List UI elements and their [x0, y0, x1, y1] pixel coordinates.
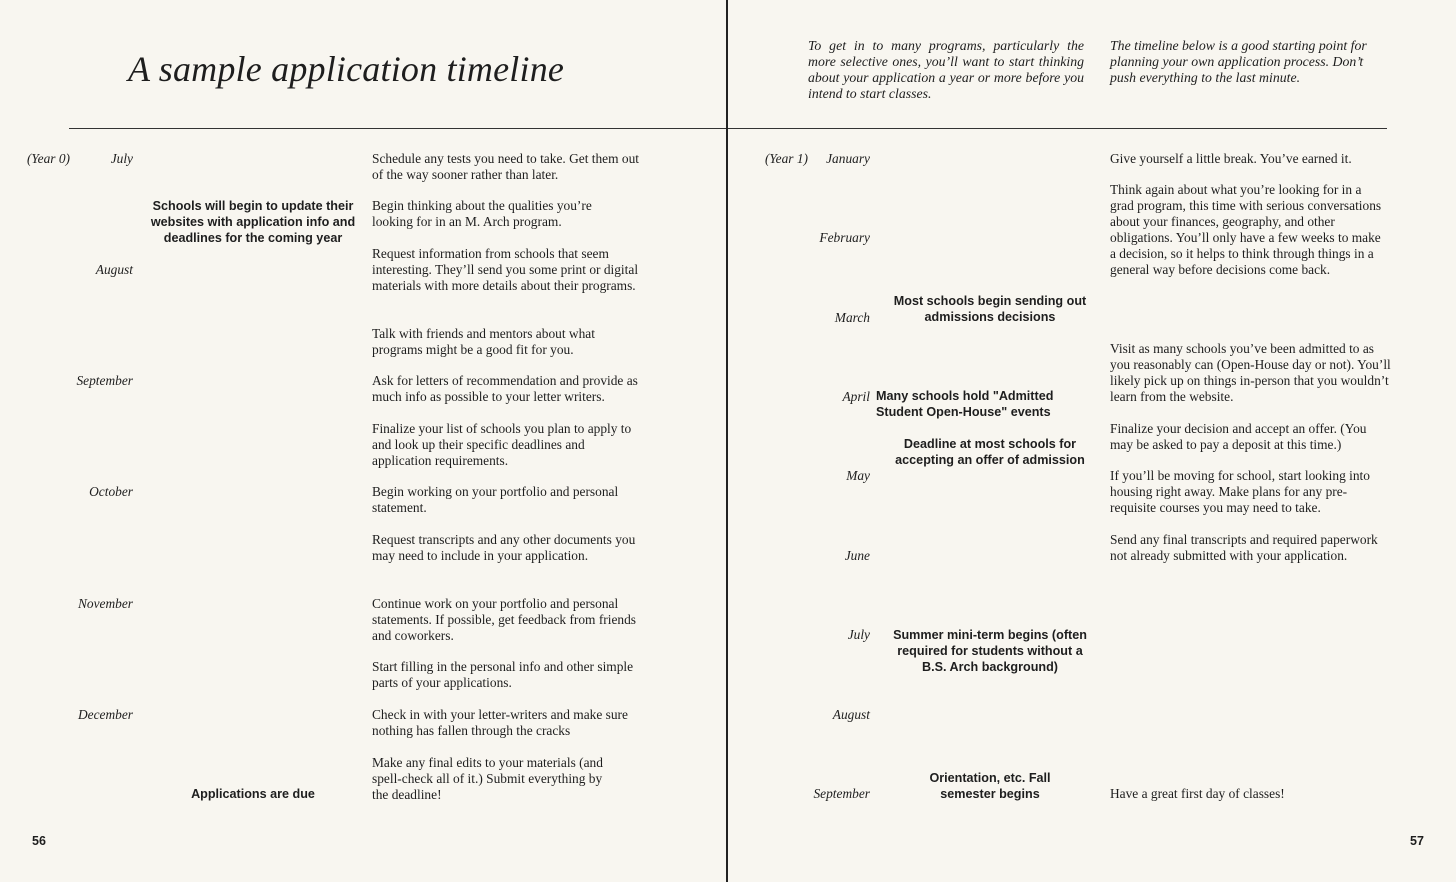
- milestone: Most schools begin sending out admissions decisions: [893, 294, 1087, 324]
- month-label: December: [77, 707, 133, 722]
- page-title: A sample application timeline: [128, 49, 565, 89]
- task: Continue work on your portfolio and personal statements. If possible, get feedback from friends and coworkers.: [372, 596, 637, 643]
- month-label: August: [832, 707, 870, 722]
- month-label: June: [844, 548, 870, 563]
- task: Make any final edits to your materials (and spell-check all of it.) Submit everything by the deadline!: [372, 755, 603, 802]
- page-number-left: 56: [32, 834, 46, 848]
- task: Request information from schools that seem interesting. They’ll send you some print or digital materials with more details about their programs.: [372, 246, 639, 293]
- month-label: July: [847, 627, 870, 642]
- task: Finalize your list of schools you plan to apply to and look up their specific deadlines and application requirements.: [372, 421, 632, 468]
- milestone: Summer mini-term begins (often required for students without a B.S. Arch background): [893, 628, 1087, 674]
- month-label: February: [819, 230, 870, 245]
- month-label: August: [95, 262, 133, 277]
- month-label: September: [76, 373, 133, 388]
- task: Visit as many schools you’ve been admitted to as you reasonably can (Open-House day or not). You’ll likely pick up on things in-person that you wouldn’t learn from the website.: [1110, 341, 1391, 404]
- task: Request transcripts and any other documents you may need to include in your application.: [372, 532, 636, 563]
- task: Schedule any tests you need to take. Get them out of the way sooner rather than later.: [372, 151, 640, 182]
- page-number-right: 57: [1410, 834, 1424, 848]
- year-label: (Year 1): [764, 151, 808, 166]
- book-spine: [726, 0, 728, 882]
- task: Ask for letters of recommendation and provide as much info as possible to your letter writers.: [372, 373, 638, 404]
- intro-right: The timeline below is a good starting point for planning your own application process. Don’t push everything to the last minute.: [1110, 38, 1367, 85]
- milestone: Many schools hold "Admitted Student Open-House" events: [876, 389, 1054, 419]
- milestone: Schools will begin to update their websites with application info and deadlines for the coming year: [150, 199, 356, 245]
- task: Begin thinking about the qualities you’re looking for in an M. Arch program.: [372, 198, 592, 229]
- milestone: Applications are due: [191, 787, 315, 801]
- month-label: July: [110, 151, 133, 166]
- divider-left: [69, 128, 726, 129]
- year-label: (Year 0): [26, 151, 70, 166]
- task: Have a great first day of classes!: [1110, 786, 1285, 801]
- month-label: January: [826, 151, 870, 166]
- month-label: October: [89, 484, 133, 499]
- task: Talk with friends and mentors about what programs might be a good fit for you.: [372, 326, 595, 357]
- month-label: April: [842, 389, 870, 404]
- task: Send any final transcripts and required paperwork not already submitted with your application.: [1110, 532, 1378, 563]
- month-label: November: [77, 596, 133, 611]
- task: If you’ll be moving for school, start looking into housing right away. Make plans for any pre-requisite courses you may need to take.: [1110, 468, 1370, 515]
- task: Think again about what you’re looking for in a grad program, this time with serious conversations about your finances, geography, and other obligations. You’ll only have a few weeks to make a decision, so it helps to think through things in a general way before decisions come back.: [1110, 182, 1382, 277]
- divider-right: [728, 128, 1387, 129]
- task: Start filling in the personal info and other simple parts of your applications.: [372, 659, 634, 690]
- month-label: September: [813, 786, 870, 801]
- milestone: Orientation, etc. Fall semester begins: [929, 771, 1051, 801]
- month-label: May: [846, 468, 870, 483]
- month-label: March: [834, 310, 870, 325]
- intro-left: To get in to many programs, particularly the more selective ones, you’ll want to start thinking about your application a year or more before you intend to start classes.: [808, 38, 1084, 101]
- milestone: Deadline at most schools for accepting an offer of admission: [895, 437, 1085, 467]
- task: Check in with your letter-writers and make sure nothing has fallen through the cracks: [372, 707, 628, 738]
- task: Give yourself a little break. You’ve earned it.: [1110, 151, 1352, 166]
- task: Finalize your decision and accept an offer. (You may be asked to pay a deposit at this time.): [1110, 421, 1367, 452]
- task: Begin working on your portfolio and personal statement.: [372, 484, 619, 515]
